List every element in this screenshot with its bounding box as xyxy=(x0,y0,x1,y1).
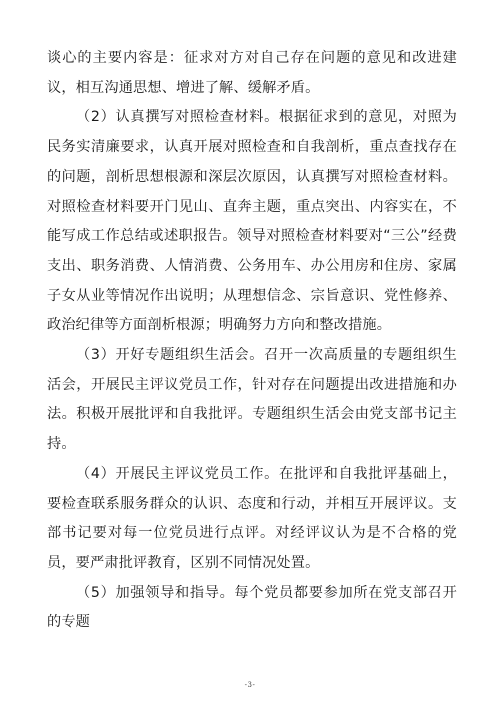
page-number: -3- xyxy=(244,681,256,689)
paragraph-democratic-evaluation: （4）开展民主评议党员工作。在批评和自我批评基础上，要检查联系服务群众的认识、态度和行动，并相互开展评议。支部书记要对每一位党员进行点评。对经评议认为是不合格的党员，要严肃批评教育，区别不同情况处置。 xyxy=(47,465,457,571)
document-body xyxy=(47,44,457,638)
paragraph-self-examination-materials: （2）认真撰写对照检查材料。根据征求到的意见，对照为民务实清廉要求，认真开展对照检查和自我剖析，重点查找存在的问题，剖析思想根源和深层次原因，认真撰写对照检查材料。对照检查材料要开门见山、直奔主题，重点突出、内容实在，不能写成工作总结或述职报告。领导对照检查材料要对“三公”经费支出、职务消费、人情消费、公务用车、办公用房和住房、家属子女从业等情况作出说明；从理想信念、宗旨意识、党性修养、政治纪律等方面剖析根源；明确努力方向和整改措施。 xyxy=(47,109,457,334)
paragraph-leadership-guidance: （5）加强领导和指导。每个党员都要参加所在党支部召开的专题 xyxy=(47,584,457,631)
paragraph-organizational-life-meeting: （3）开好专题组织生活会。召开一次高质量的专题组织生活会，开展民主评议党员工作，针对存在问题提出改进措施和办法。积极开展批评和自我批评。专题组织生活会由党支部书记主持。 xyxy=(47,347,457,453)
paragraph-talk-content: 谈心的主要内容是：征求对方对自己存在问题的意见和改进建议，相互沟通思想、增进了解、缓解矛盾。 xyxy=(47,50,457,96)
